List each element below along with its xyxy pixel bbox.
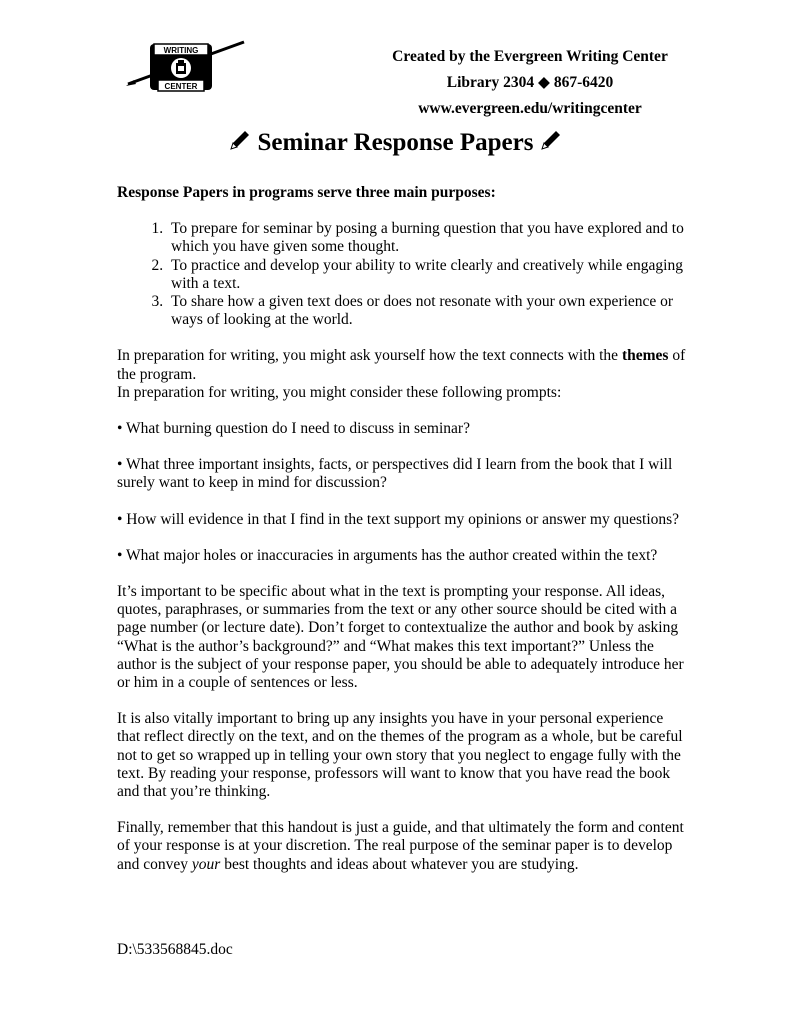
pencil-icon bbox=[229, 129, 251, 151]
prompt-item: • What burning question do I need to discuss in seminar? bbox=[117, 420, 470, 438]
created-by-line: Created by the Evergreen Writing Center bbox=[392, 48, 668, 65]
purpose-item: 2. To practice and develop your ability to write clearly and creatively while engaging with a text. bbox=[167, 257, 687, 293]
header-contact-block bbox=[380, 44, 680, 122]
footer-filename: D:\533568845.doc bbox=[117, 941, 233, 958]
document-body bbox=[117, 184, 687, 874]
library-phone-line: Library 2304 ◆ 867-6420 bbox=[446, 74, 614, 91]
ink-bottle-quill-icon bbox=[124, 38, 248, 94]
preparation-prompts-intro: In preparation for writing, you might consider these following prompts: bbox=[117, 383, 562, 401]
prompt-item: • How will evidence in that I find in the text support my opinions or answer my questions? bbox=[117, 510, 680, 528]
themes-emphasis: themes bbox=[621, 347, 669, 365]
website-line: www.evergreen.edu/writingcenter bbox=[418, 100, 642, 117]
personal-insights-paragraph: It is also vitally important to bring up any insights you have in your personal experience that reflect directly on the text, and on the themes of the program as a whole, but be careful not to get so wrapped up in telling your own story that you neglect to engage fully with the text. By reading your response, professors will want to know that you have read the book and that you’re thinking. bbox=[117, 710, 683, 801]
writing-center-logo bbox=[124, 38, 248, 94]
svg-text:CENTER: CENTER bbox=[164, 82, 198, 91]
closing-paragraph: Finally, remember that this handout is just a guide, and that ultimately the form and content of your response is at your discretion. The real purpose of the seminar paper is to develop and convey your best thoughts and ideas about whatever you are studying. bbox=[117, 819, 684, 873]
purpose-item: 1. To prepare for seminar by posing a burning question that you have explored and to which you have given some thought. bbox=[167, 220, 687, 256]
preparation-themes-paragraph: In preparation for writing, you might ask yourself how the text connects with the themes of the program. bbox=[117, 347, 686, 383]
page-title bbox=[0, 126, 791, 160]
title-text: Seminar Response Papers bbox=[257, 129, 534, 156]
prompt-item: • What major holes or inaccuracies in arguments has the author created within the text? bbox=[117, 546, 658, 564]
purposes-list bbox=[117, 220, 687, 329]
pencil-icon bbox=[540, 129, 562, 151]
specificity-paragraph: It’s important to be specific about what in the text is prompting your response. All ideas, quotes, paraphrases, or summaries from the text or any other source should be cited with a page number (or lecture date). Don’t forget to contextualize the author and book by asking “What is the author’s background?” and “What makes this text important?” Unless the author is the subject of your response paper, you should be able to adequately introduce her or him in a couple of sentences or less. bbox=[117, 583, 684, 692]
purposes-heading: Response Papers in programs serve three main purposes: bbox=[117, 184, 496, 201]
prompt-item: • What three important insights, facts, or perspectives did I learn from the book that I will surely want to keep in mind for discussion? bbox=[117, 456, 673, 492]
svg-text:WRITING: WRITING bbox=[163, 46, 199, 55]
your-emphasis: your bbox=[191, 855, 221, 873]
purpose-item: 3. To share how a given text does or does not resonate with your own experience or ways of looking at the world. bbox=[167, 293, 687, 329]
